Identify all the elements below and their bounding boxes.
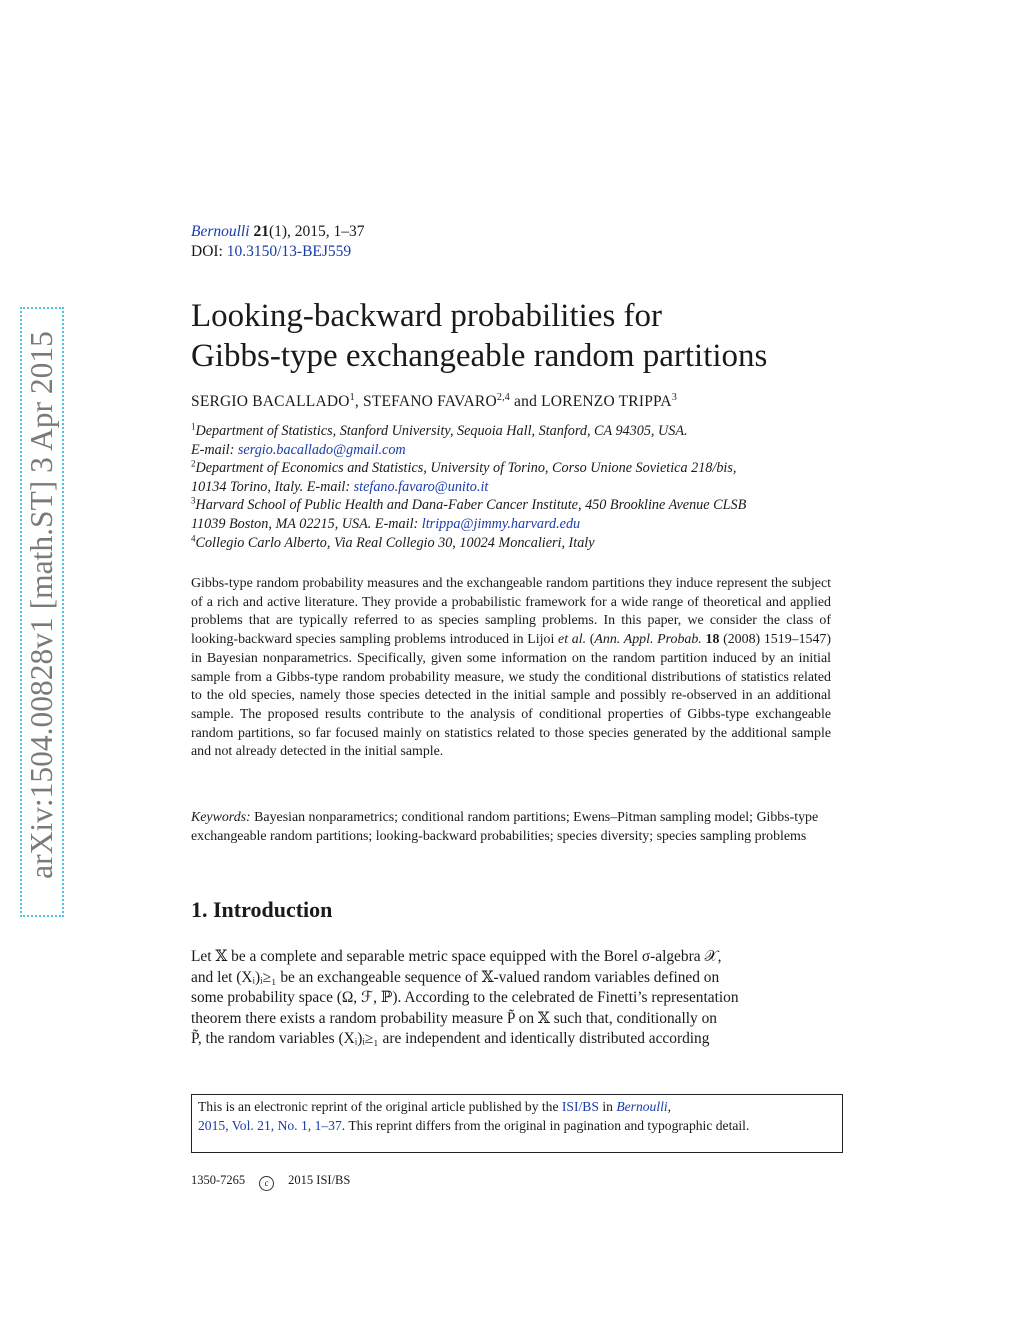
journal-name-link[interactable]: Bernoulli: [191, 223, 250, 240]
affiliation-number: 3: [191, 495, 196, 506]
affiliation-line: [191, 515, 841, 534]
email-label: 10134 Torino, Italy. E-mail:: [191, 478, 354, 495]
article-ref-link[interactable]: 2015, Vol. 21, No. 1, 1–37: [198, 1117, 342, 1133]
email-label: E-mail:: [191, 441, 238, 458]
isi-bs-link[interactable]: ISI/BS: [561, 1099, 599, 1114]
reprint-text: in: [598, 1099, 617, 1114]
email-link[interactable]: sergio.bacallado@gmail.com: [237, 441, 406, 458]
intro-line: some probability space (Ω, ℱ, ℙ). According to the celebrated de Finetti’s representation: [191, 989, 739, 1007]
doi-link[interactable]: 10.3150/13-BEJ559: [226, 243, 352, 260]
journal-issue-pages: (1), 2015, 1–37: [268, 223, 365, 240]
abstract: [191, 575, 831, 762]
intro-line: Let 𝕏 be a complete and separable metric space equipped with the Borel σ-algebra 𝒳,: [191, 948, 722, 965]
doi-label: DOI:: [191, 243, 223, 260]
affiliation-text: Collegio Carlo Alberto, Via Real Collegio 30, 10024 Moncalieri, Italy: [195, 534, 595, 551]
title-line-2: Gibbs-type exchangeable random partitions: [191, 338, 768, 374]
affiliation-text: Harvard School of Public Health and Dana-Faber Cancer Institute, 450 Brookline Avenue CLSB: [195, 497, 747, 514]
issn: 1350-7265: [191, 1173, 246, 1187]
abstract-text: Gibbs-type random probability measures and the exchangeable random partitions they induce represent the subject of a rich and active literature. They provide a probabilistic framework for a wide range of theoretical and applied problems that are typically referred to as species sampling problems. In this paper, we consider the class of looking-backward species sampling problems introduced in Lijoi: [191, 576, 831, 648]
email-link[interactable]: stefano.favaro@unito.it: [353, 478, 489, 495]
intro-line: theorem there exists a random probability measure P̃ on 𝕏 such that, conditionally on: [191, 1009, 717, 1027]
section-heading: 1. Introduction: [191, 897, 333, 922]
affiliations: [191, 422, 841, 552]
affiliation-line: [191, 441, 841, 460]
email-label: 11039 Boston, MA 02215, USA. E-mail:: [191, 515, 422, 532]
affiliation-line: [191, 496, 841, 515]
affiliation-line: [191, 478, 841, 497]
affiliation-number: 2: [191, 458, 196, 469]
page-footer: [191, 1171, 350, 1191]
affiliation-line: [191, 422, 841, 441]
abstract-etal: et al.: [558, 632, 587, 648]
abstract-journal-ref: Ann. Appl. Probab.: [594, 632, 702, 648]
intro-line: and let (Xᵢ)ᵢ≥₁ be an exchangeable sequence of 𝕏-valued random variables defined on: [191, 968, 720, 986]
journal-header: [191, 222, 365, 262]
reprint-text: . This reprint differs from the original in pagination and typographic detail.: [341, 1117, 750, 1133]
author-2-affil: 2,4: [496, 391, 510, 403]
paper-title: [191, 296, 767, 376]
affiliation-text: Department of Economics and Statistics, University of Torino, Corso Unione Sovietica 218/bis,: [195, 460, 737, 477]
keywords-label: Keywords:: [191, 810, 251, 825]
affiliation-text: Department of Statistics, Stanford University, Sequoia Hall, Stanford, CA 94305, USA.: [195, 423, 688, 439]
copyright-text: 2015 ISI/BS: [288, 1173, 351, 1187]
abstract-volume: 18: [705, 632, 720, 648]
bernoulli-link[interactable]: Bernoulli: [616, 1099, 668, 1114]
abstract-text: (2008) 1519–1547) in Bayesian nonparametrics. Specifically, given some information on the random partition induced by an initial sample from a Gibbs-type random probability measure, we study the conditional distributions of statistics related to the old species, namely those species detected in the initial sample and possibly re-observed in an additional sample. The proposed results contribute to the analysis of conditional properties of Gibbs-type exchangeable random partitions, so far focused mainly on statistics related to those species generated by the additional sample and not already detected in the initial sample.: [191, 632, 831, 760]
affiliation-line: [191, 534, 841, 553]
affiliation-line: [191, 459, 841, 478]
author-1: SERGIO BACALLADO: [191, 393, 350, 410]
reprint-text: This is an electronic reprint of the original article published by the: [198, 1099, 562, 1114]
affiliation-number: 4: [191, 532, 196, 543]
author-sep-2: and: [509, 393, 542, 410]
affiliation-number: 1: [191, 421, 196, 432]
intro-paragraph: [191, 947, 831, 1050]
keywords-text: Bayesian nonparametrics; conditional random partitions; Ewens–Pitman sampling model; Gibbs-type exchangeable random partitions; looking-backward probabilities; species diversity; species sampling problems: [191, 810, 819, 844]
author-3-affil: 3: [671, 391, 678, 403]
author-sep-1: ,: [354, 393, 363, 410]
author-list: [191, 392, 677, 412]
keywords: [191, 809, 831, 846]
intro-line: P̃, the random variables (Xᵢ)ᵢ≥₁ are independent and identically distributed according: [191, 1030, 710, 1048]
email-link[interactable]: ltrippa@jimmy.harvard.edu: [421, 515, 581, 532]
copyright-icon: c: [259, 1176, 274, 1191]
abstract-text: (: [586, 632, 595, 648]
author-1-affil: 1: [349, 391, 355, 403]
title-line-1: Looking-backward probabilities for: [191, 298, 663, 334]
journal-volume: 21: [253, 223, 269, 240]
author-2: STEFANO FAVARO: [363, 393, 497, 410]
arxiv-stamp: arXiv:1504.00828v1 [math.ST] 3 Apr 2015: [24, 331, 59, 879]
reprint-notice: [191, 1094, 843, 1153]
reprint-text: ,: [667, 1099, 672, 1114]
author-3: LORENZO TRIPPA: [541, 393, 672, 410]
